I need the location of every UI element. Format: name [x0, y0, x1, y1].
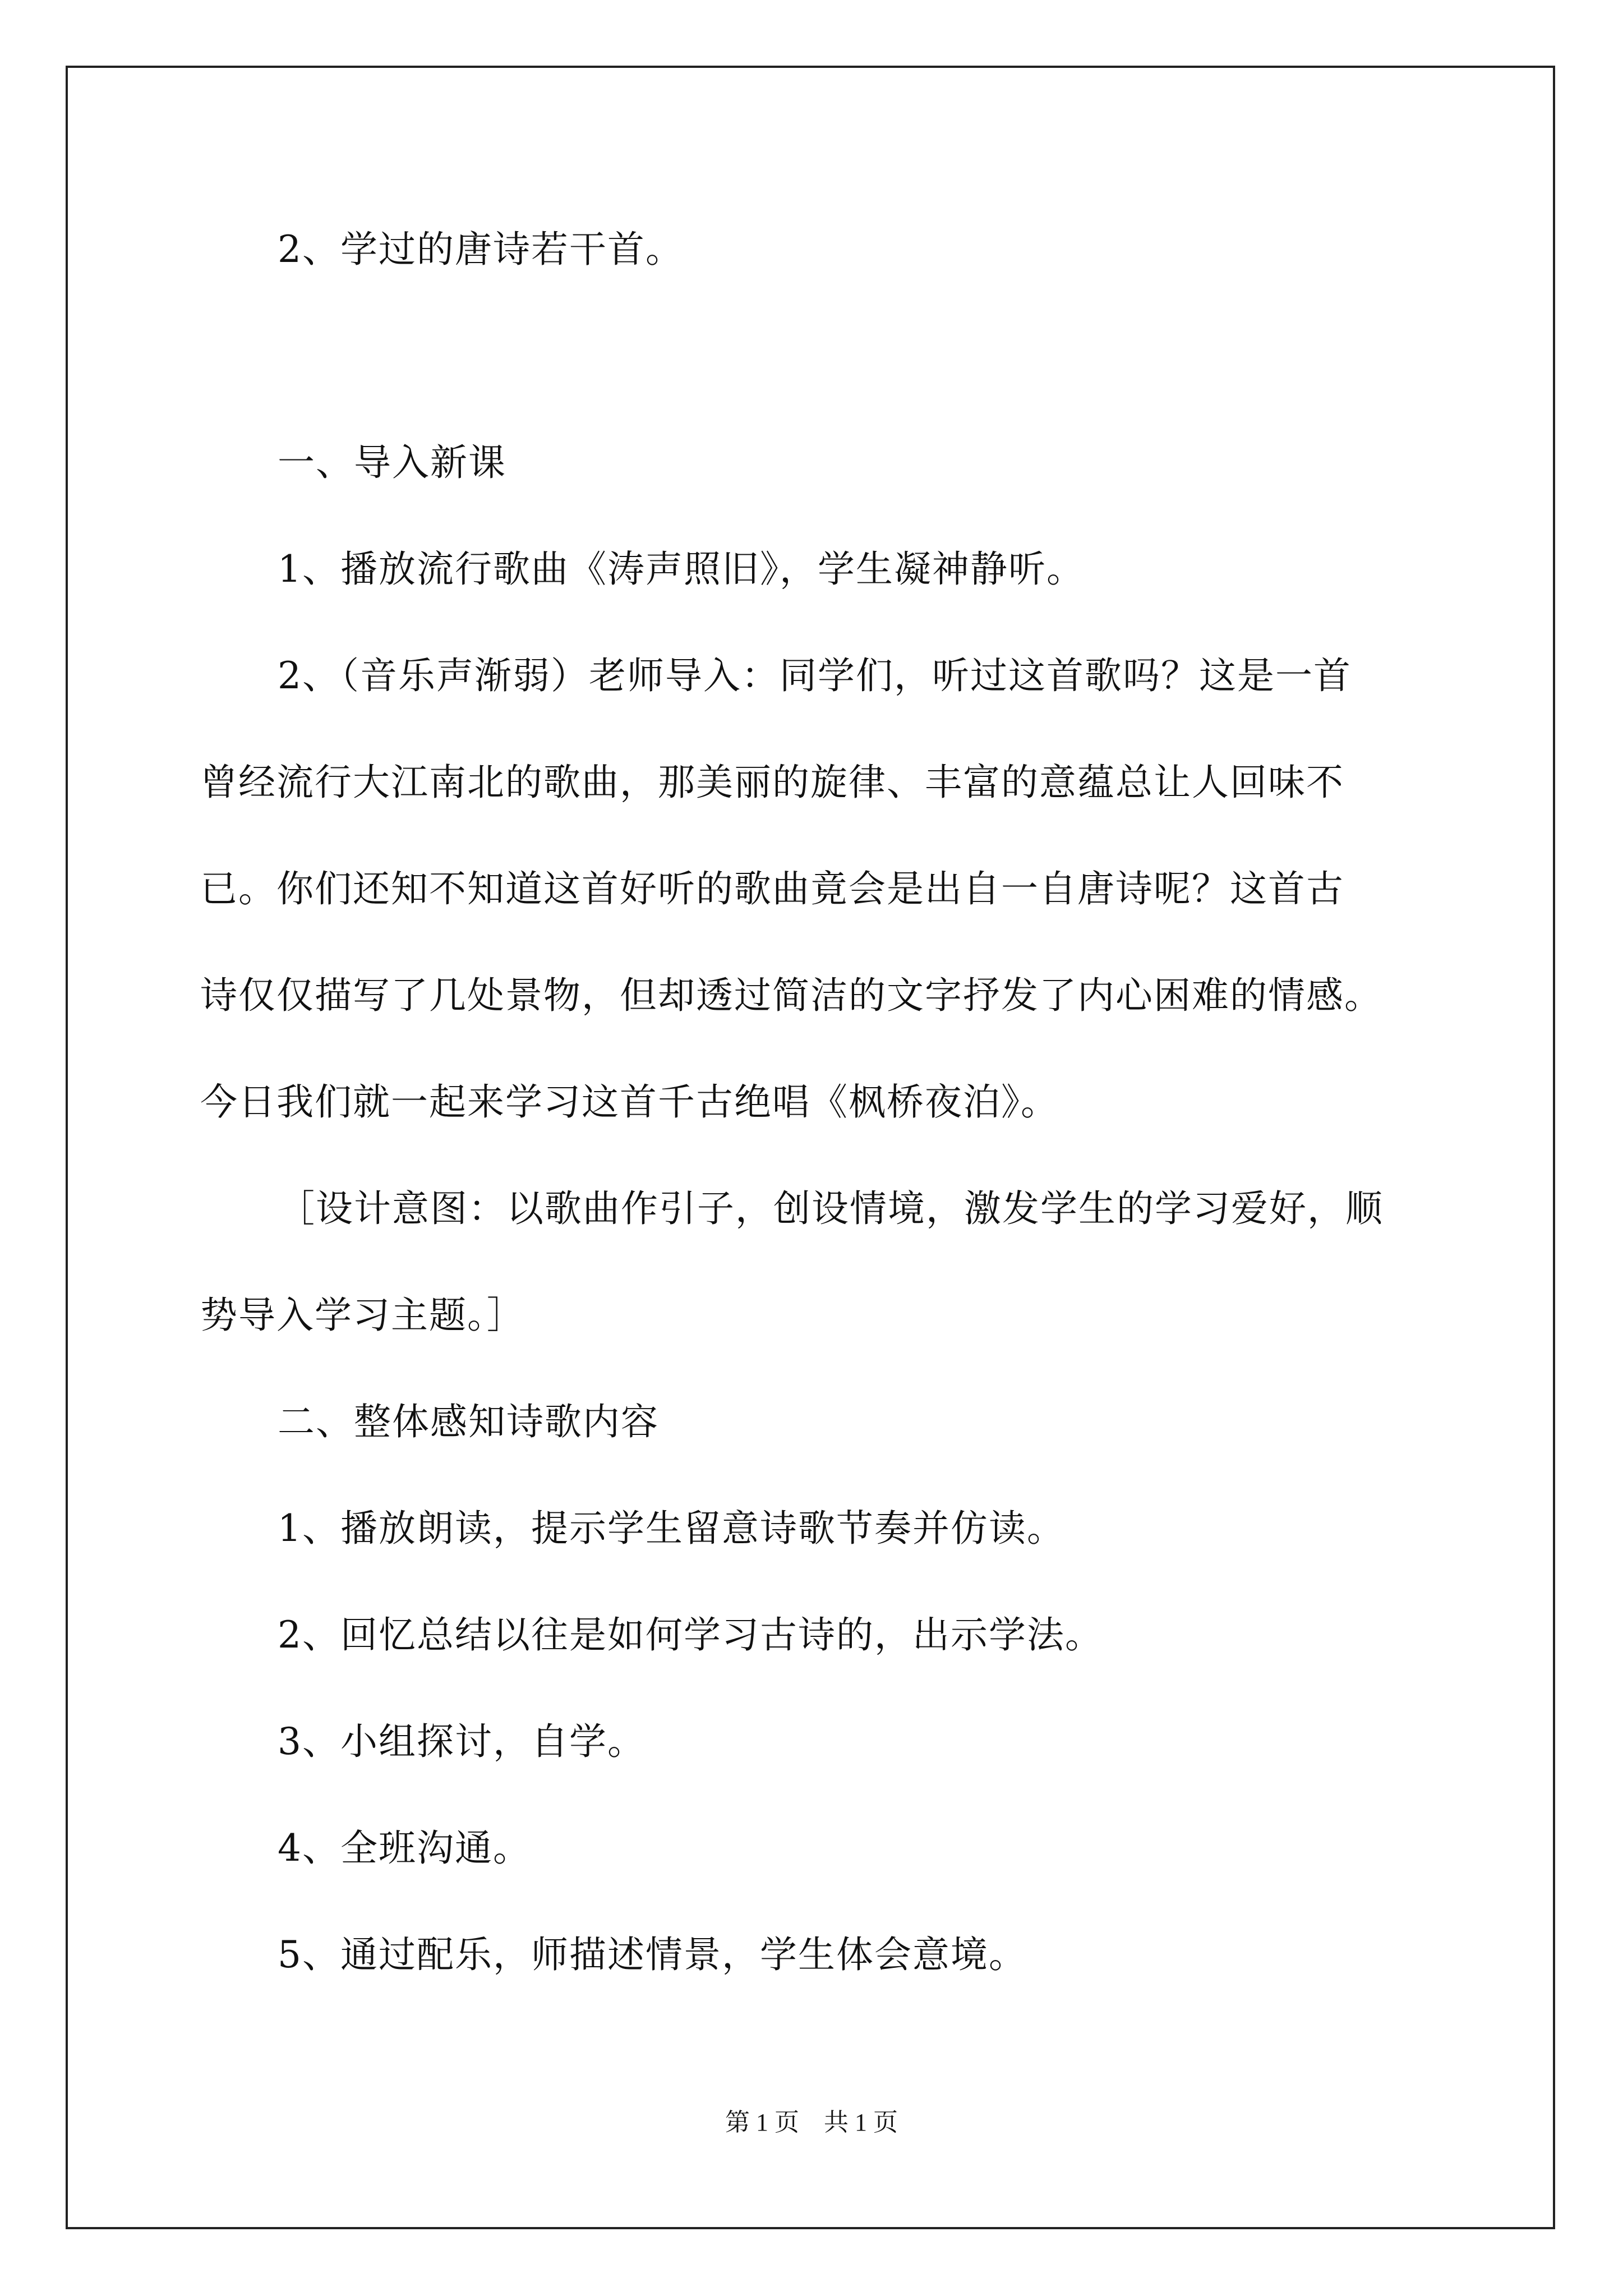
- step-1-2-line-3: 已。你们还知不知道这首好听的歌曲竟会是出自一自唐诗呢？这首古: [200, 867, 1344, 910]
- step-2-5: 5、通过配乐，师描述情景，学生体会意境。: [278, 1933, 1027, 1976]
- step-1-2-line-5: 今日我们就一起来学习这首千古绝唱《枫桥夜泊》。: [200, 1080, 1059, 1124]
- step-1-2-line-2: 曾经流行大江南北的歌曲，那美丽的旋律、丰富的意蕴总让人回味不: [200, 761, 1344, 804]
- step-2-2: 2、回忆总结以往是如何学习古诗的，出示学法。: [278, 1613, 1103, 1657]
- step-1-1: 1、播放流行歌曲《涛声照旧》，学生凝神静听。: [278, 547, 1085, 591]
- materials-item-2: 2、学过的唐诗若干首。: [278, 228, 684, 271]
- design-intent-line-2: 势导入学习主题。］: [200, 1294, 525, 1337]
- section-heading-1: 一、导入新课: [278, 441, 506, 484]
- section-heading-2: 二、整体感知诗歌内容: [278, 1400, 659, 1443]
- page-number-footer: 第 1 页 共 1 页: [725, 2109, 898, 2136]
- step-2-1: 1、播放朗读，提示学生留意诗歌节奏并仿读。: [278, 1507, 1065, 1550]
- step-2-4: 4、全班沟通。: [278, 1826, 531, 1870]
- step-2-3: 3、小组探讨，自学。: [278, 1720, 645, 1763]
- step-1-2-line-4: 诗仅仅描写了几处景物，但却透过简洁的文字抒发了内心困难的情感。: [200, 974, 1382, 1017]
- step-1-2-line-1: 2、（音乐声渐弱）老师导入：同学们，听过这首歌吗？这是一首: [278, 654, 1352, 697]
- page-border: [66, 66, 1555, 2229]
- design-intent-line-1: ［设计意图：以歌曲作引子，创设情境，激发学生的学习爱好，顺: [278, 1187, 1384, 1230]
